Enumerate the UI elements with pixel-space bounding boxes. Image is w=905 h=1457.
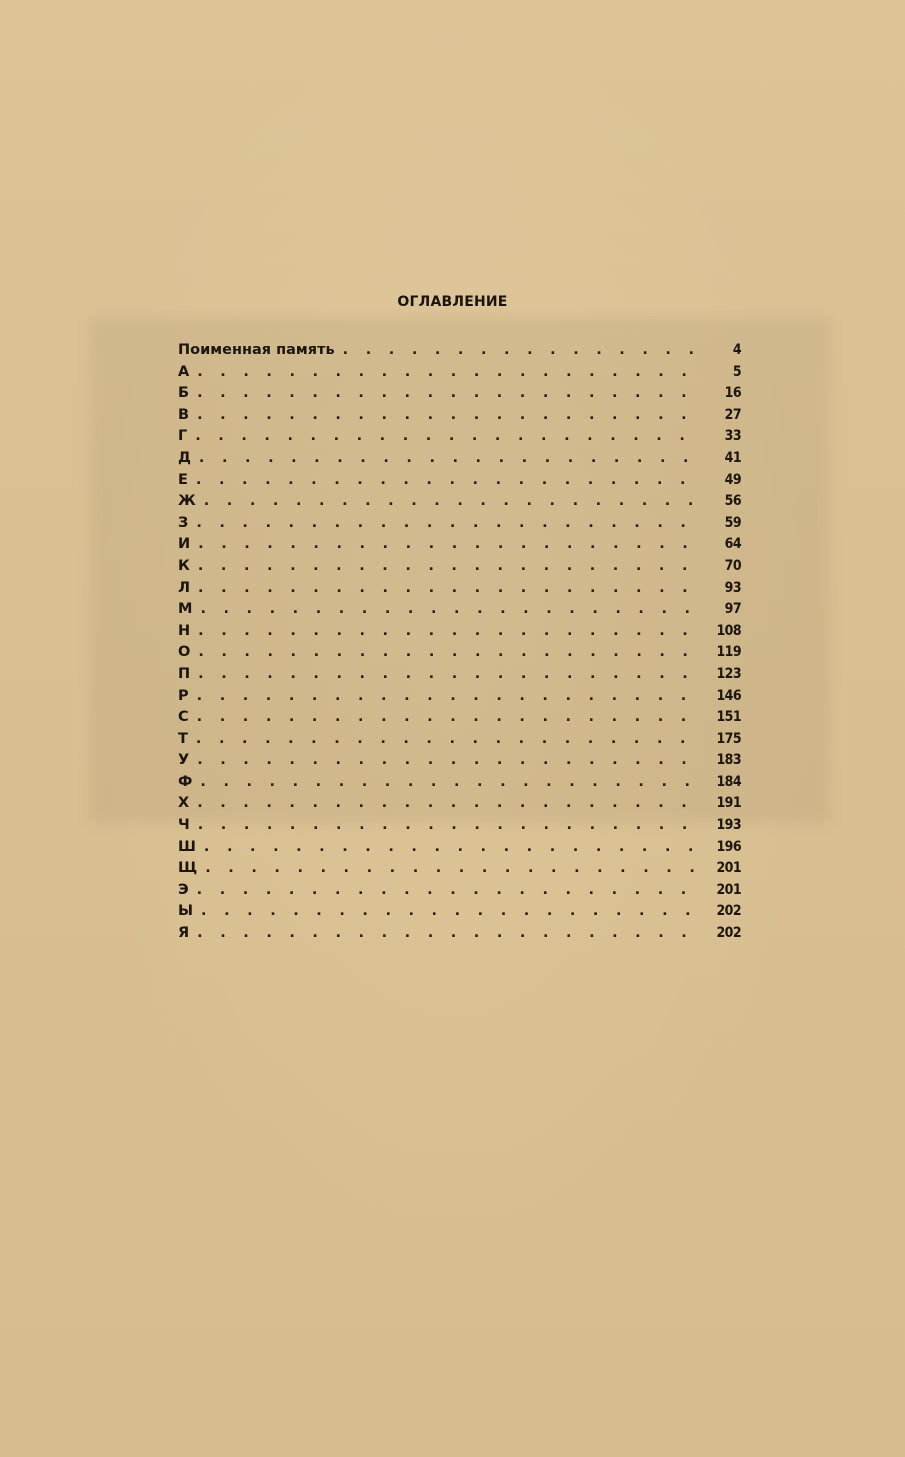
toc-dot-leader xyxy=(196,470,697,492)
toc-entry-label: Е xyxy=(178,471,188,488)
toc-dot-leader xyxy=(204,491,697,513)
toc-entry xyxy=(178,729,741,751)
toc-entry-page-number: 59 xyxy=(724,514,741,531)
toc-entry-page-number: 193 xyxy=(716,817,741,834)
toc-entry-page-number: 49 xyxy=(724,471,741,488)
toc-dot-leader xyxy=(200,599,697,621)
toc-entry xyxy=(178,815,741,837)
toc-entry-label: Ш xyxy=(178,838,196,855)
toc-entry-page-number: 196 xyxy=(716,838,741,855)
toc-entry xyxy=(178,664,741,686)
toc-entry-label: К xyxy=(178,557,190,574)
page-title: ОГЛАВЛЕНИЕ xyxy=(397,294,508,310)
toc-entry xyxy=(178,750,741,772)
toc-entry-label: Д xyxy=(178,449,191,466)
toc-entry-label: В xyxy=(178,406,190,423)
toc-entry xyxy=(178,383,741,405)
toc-entry-page-number: 201 xyxy=(716,881,741,898)
toc-entry-page-number: 201 xyxy=(716,860,741,877)
toc-entry-page-number: 183 xyxy=(716,752,741,769)
toc-entry-page-number: 70 xyxy=(724,557,741,574)
toc-entry xyxy=(178,491,741,513)
toc-dot-leader xyxy=(198,815,697,837)
toc-entry-label: Щ xyxy=(178,860,198,877)
toc-entry xyxy=(178,534,741,556)
toc-entry-label: Поименная память xyxy=(178,342,335,358)
toc-entry-page-number: 33 xyxy=(724,428,741,445)
toc-dot-leader xyxy=(200,772,697,794)
toc-entry-label: Я xyxy=(178,925,190,942)
toc-entry xyxy=(178,621,741,643)
toc-entry-label: Х xyxy=(178,795,190,812)
toc-entry-page-number: 27 xyxy=(724,406,741,423)
toc-dot-leader xyxy=(198,664,697,686)
toc-entry-page-number: 146 xyxy=(716,687,741,704)
toc-entry-label: Ф xyxy=(178,773,193,790)
toc-entry xyxy=(178,923,741,945)
toc-dot-leader xyxy=(198,642,697,664)
toc-entry xyxy=(178,448,741,470)
toc-dot-leader xyxy=(205,858,697,880)
toc-dot-leader xyxy=(197,686,697,708)
toc-entry-label: Л xyxy=(178,579,191,596)
toc-dot-leader xyxy=(198,621,697,643)
toc-entry-page-number: 97 xyxy=(724,601,741,618)
toc-dot-leader xyxy=(198,534,697,556)
toc-entry-page-number: 41 xyxy=(724,449,741,466)
toc-entry-page-number: 151 xyxy=(716,709,741,726)
toc-entry-page-number: 56 xyxy=(724,493,741,510)
toc-dot-leader xyxy=(197,880,697,902)
toc-entry-page-number: 191 xyxy=(716,795,741,812)
toc-entry xyxy=(178,405,741,427)
toc-entry xyxy=(178,426,741,448)
toc-entry xyxy=(178,686,741,708)
toc-entry-page-number: 202 xyxy=(716,903,741,920)
toc-entry-page-number: 202 xyxy=(716,925,741,942)
toc-entry xyxy=(178,707,741,729)
toc-entry-page-number: 5 xyxy=(732,363,741,380)
toc-entry xyxy=(178,340,741,362)
toc-entry-label: М xyxy=(178,601,193,618)
toc-entry xyxy=(178,901,741,923)
toc-entry-page-number: 175 xyxy=(716,730,741,747)
toc-entry-label: З xyxy=(178,514,189,531)
toc-dot-leader xyxy=(199,448,697,470)
toc-dot-leader xyxy=(196,513,697,535)
toc-entry-page-number: 108 xyxy=(716,622,741,639)
toc-entry xyxy=(178,513,741,535)
toc-dot-leader xyxy=(197,362,697,384)
toc-entry-label: Ж xyxy=(178,493,196,510)
toc-entry-page-number: 4 xyxy=(732,342,741,358)
toc-entry-label: Ч xyxy=(178,817,190,834)
toc-entry xyxy=(178,793,741,815)
toc-entry-label: У xyxy=(178,752,190,769)
toc-entry-label: С xyxy=(178,709,189,726)
toc-entry xyxy=(178,470,741,492)
toc-dot-leader xyxy=(195,426,697,448)
toc-dot-leader xyxy=(198,578,697,600)
toc-entry-label: Т xyxy=(178,730,188,747)
toc-entry-label: А xyxy=(178,363,190,380)
toc-entry-label: Г xyxy=(178,428,188,445)
toc-entry-page-number: 93 xyxy=(724,579,741,596)
toc-dot-leader xyxy=(198,556,697,578)
toc-entry-page-number: 184 xyxy=(716,773,741,790)
table-of-contents xyxy=(178,340,741,945)
toc-dot-leader xyxy=(204,837,697,859)
toc-entry xyxy=(178,362,741,384)
toc-entry-label: О xyxy=(178,644,191,661)
toc-entry-label: Ы xyxy=(178,903,194,920)
toc-entry xyxy=(178,880,741,902)
toc-entry-label: Р xyxy=(178,687,189,704)
toc-dot-leader xyxy=(197,793,697,815)
toc-entry-label: Б xyxy=(178,385,190,402)
toc-dot-leader xyxy=(201,901,697,923)
toc-dot-leader xyxy=(197,707,697,729)
toc-entry xyxy=(178,772,741,794)
toc-dot-leader xyxy=(197,405,697,427)
toc-entry-page-number: 123 xyxy=(716,665,741,682)
toc-dot-leader xyxy=(343,340,697,362)
toc-entry xyxy=(178,837,741,859)
toc-entry-page-number: 119 xyxy=(716,644,741,661)
toc-entry-label: Н xyxy=(178,622,191,639)
toc-entry xyxy=(178,858,741,880)
toc-entry-page-number: 16 xyxy=(724,385,741,402)
toc-entry-label: Э xyxy=(178,881,189,898)
toc-entry xyxy=(178,642,741,664)
toc-dot-leader xyxy=(196,729,697,751)
toc-entry xyxy=(178,578,741,600)
toc-dot-leader xyxy=(197,923,697,945)
toc-entry-label: И xyxy=(178,536,191,553)
toc-entry xyxy=(178,599,741,621)
toc-entry-page-number: 64 xyxy=(724,536,741,553)
toc-entry xyxy=(178,556,741,578)
toc-dot-leader xyxy=(197,750,697,772)
toc-entry-label: П xyxy=(178,665,191,682)
toc-dot-leader xyxy=(197,383,697,405)
